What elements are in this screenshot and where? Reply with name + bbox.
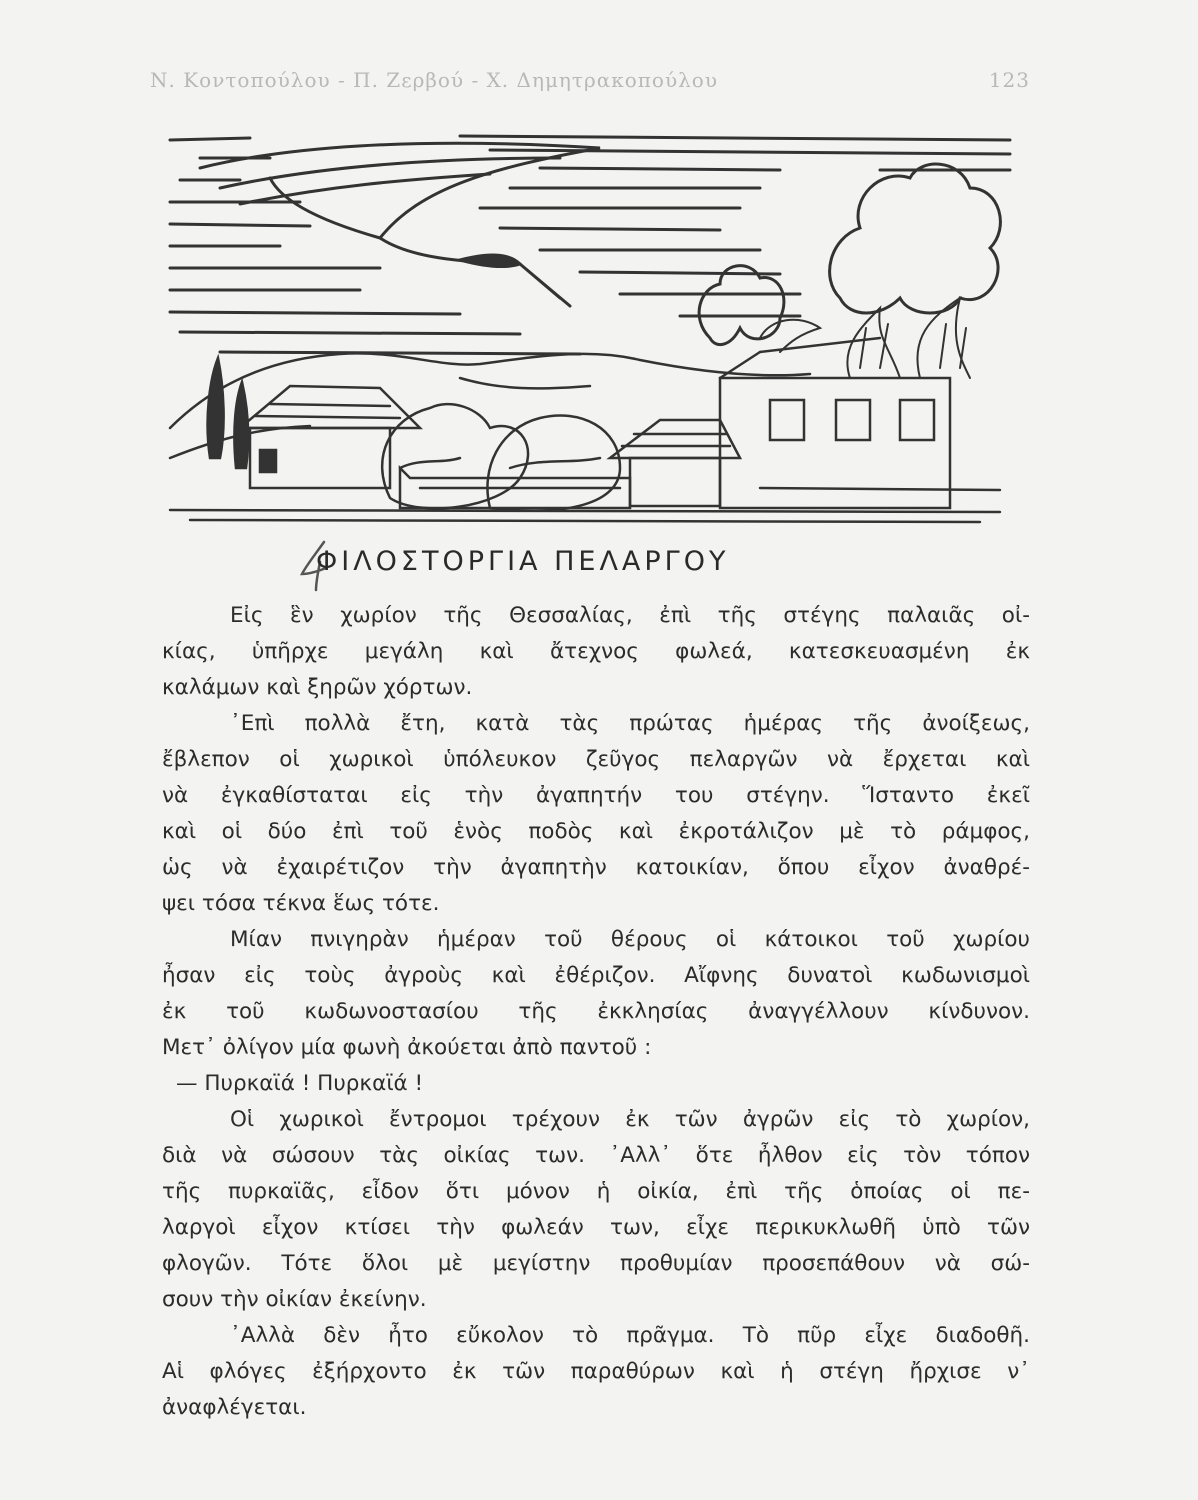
dialog-paragraph xyxy=(162,1066,1030,1102)
text-line: ἔβλεπον οἱ χωρικοὶ ὑπόλευκον ζεῦγος πελαργῶν νὰ ἔρχεται καὶ xyxy=(162,747,1030,772)
text-line: λαργοὶ εἶχον κτίσει τὴν φωλεάν των, εἶχε περικυκλωθῆ ὑπὸ τῶν xyxy=(162,1215,1030,1240)
text-line: Αἱ φλόγες ἐξήρχοντο ἐκ τῶν παραθύρων καὶ ἡ στέγη ἤρχισε ν᾿ xyxy=(162,1359,1030,1384)
text-line: Εἰς ἓν χωρίον τῆς Θεσσαλίας, ἐπὶ τῆς στέγης παλαιᾶς οἰ- xyxy=(230,603,1030,628)
illustration-svg xyxy=(160,128,1020,526)
text-line: ἀναφλέγεται. xyxy=(162,1395,307,1420)
text-line: διὰ νὰ σώσουν τὰς οἰκίας των. ᾿Αλλ᾿ ὅτε ἦλθον εἰς τὸν τόπον xyxy=(162,1143,1030,1168)
paragraph xyxy=(162,922,1030,1066)
text-line: Οἱ χωρικοὶ ἔντρομοι τρέχουν ἐκ τῶν ἀγρῶν εἰς τὸ χωρίον, xyxy=(230,1107,1030,1132)
paragraph xyxy=(162,1102,1030,1318)
chapter-title: ΦΙΛΟΣΤΟΡΓΙΑ ΠΕΛΑΡΓΟΥ xyxy=(316,546,730,577)
text-line: ᾿Επὶ πολλὰ ἔτη, κατὰ τὰς πρώτας ἡμέρας τῆς ἀνοίξεως, xyxy=(230,711,1030,736)
text-line: Μετ᾿ ὀλίγον μία φωνὴ ἀκούεται ἀπὸ παντοῦ : xyxy=(162,1035,652,1060)
running-head-authors: Ν. Κοντοπούλου - Π. Ζερβού - Χ. Δημητρακοπούλου xyxy=(150,68,719,92)
flames xyxy=(760,298,970,378)
bushes xyxy=(382,404,620,511)
text-line: καλάμων καὶ ξηρῶν χόρτων. xyxy=(162,675,473,700)
text-line: ἐκ τοῦ κωδωνοστασίου τῆς ἐκκλησίας ἀναγγέλλουν κίνδυνον. xyxy=(162,999,1030,1024)
cypress-trees xyxy=(208,358,249,468)
body-text xyxy=(162,598,1030,1426)
text-line: — Πυρκαϊά ! Πυρκαϊά ! xyxy=(176,1071,424,1096)
paragraph xyxy=(162,1318,1030,1426)
paragraph xyxy=(162,598,1030,706)
text-line: ὡς νὰ ἐχαιρέτιζον τὴν ἀγαπητὴν κατοικίαν, ὅπου εἶχον ἀναθρέ- xyxy=(162,855,1030,880)
left-house xyxy=(240,386,420,488)
stork-fire-village-engraving-icon xyxy=(160,128,1020,526)
text-line: τῆς πυρκαϊᾶς, εἶδον ὅτι μόνον ἡ οἰκία, ἐπὶ τῆς ὁποίας οἱ πε- xyxy=(162,1179,1030,1204)
sky-hatching xyxy=(170,136,1010,354)
center-house xyxy=(400,420,740,508)
text-line: Μίαν πνιγηρὰν ἡμέραν τοῦ θέρους οἱ κάτοικοι τοῦ χωρίου xyxy=(230,927,1030,952)
text-line: κίας, ὑπῆρχε μεγάλη καὶ ἄτεχνος φωλεά, κατεσκευασμένη ἐκ xyxy=(162,639,1030,664)
page-number: 123 xyxy=(988,68,1030,92)
text-line: φλογῶν. Τότε ὅλοι μὲ μεγίστην προθυμίαν προσεπάθουν νὰ σώ- xyxy=(162,1251,1030,1276)
text-line: ψει τόσα τέκνα ἕως τότε. xyxy=(162,891,440,916)
text-line: νὰ ἐγκαθίσταται εἰς τὴν ἀγαπητήν του στέγην. Ἵσταντο ἐκεῖ xyxy=(162,783,1030,808)
text-line: καὶ οἱ δύο ἐπὶ τοῦ ἑνὸς ποδὸς καὶ ἐκροτάλιζον μὲ τὸ ράμφος, xyxy=(162,819,1030,844)
paragraph xyxy=(162,706,1030,922)
burning-house xyxy=(720,338,950,508)
text-line: ἦσαν εἰς τοὺς ἀγροὺς καὶ ἐθέριζον. Αἴφνης δυνατοὶ κωδωνισμοὶ xyxy=(162,963,1030,988)
text-line: σουν τὴν οἰκίαν ἐκείνην. xyxy=(162,1287,427,1312)
text-line: ᾿Αλλὰ δὲν ἦτο εὔκολον τὸ πρᾶγμα. Τὸ πῦρ εἶχε διαδοθῆ. xyxy=(230,1323,1030,1348)
